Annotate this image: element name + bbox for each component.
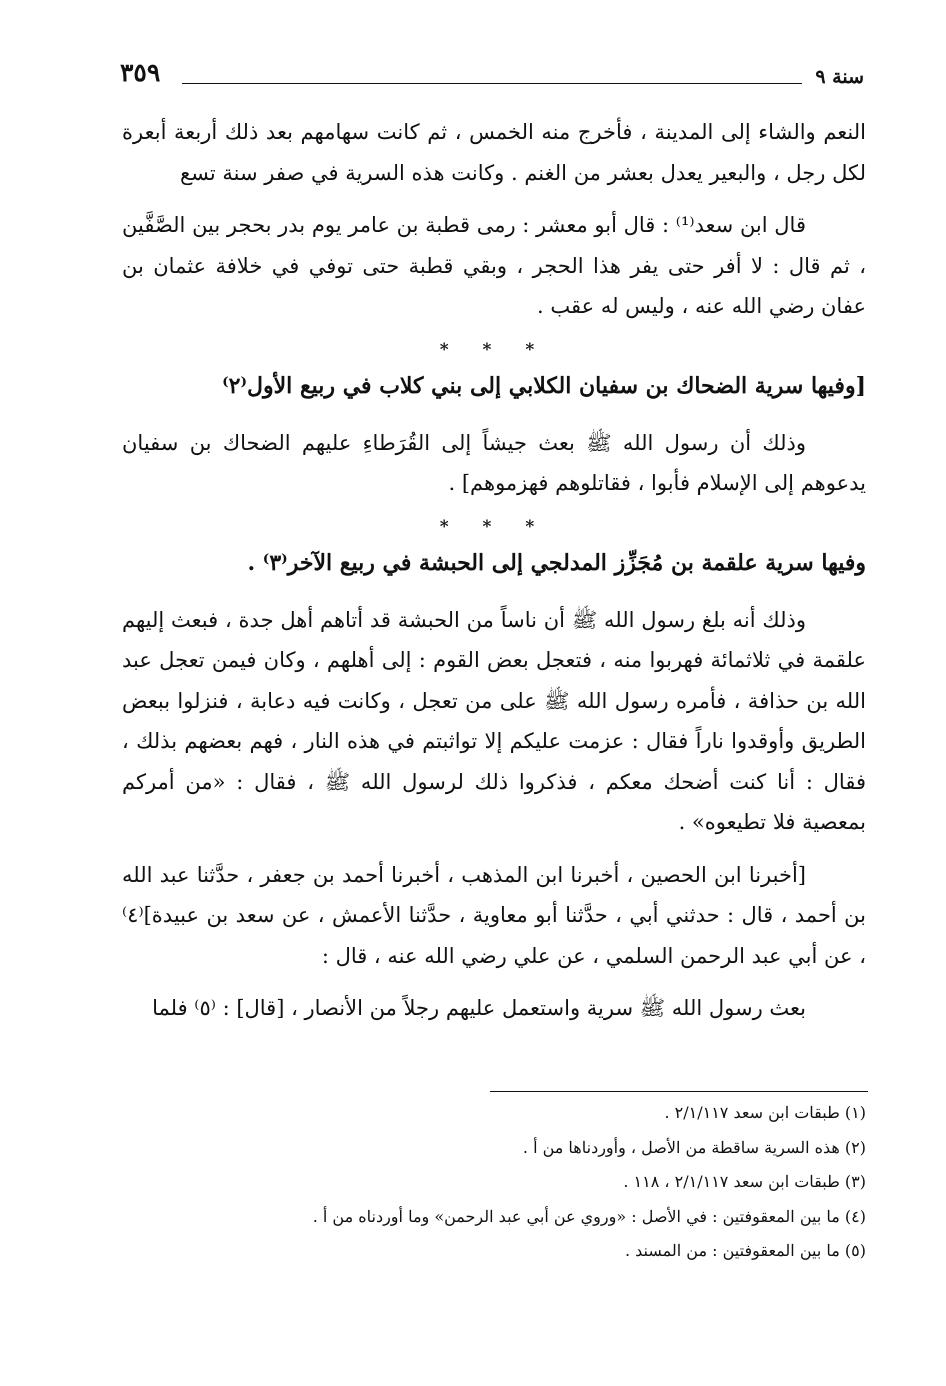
- body-paragraph: وذلك أن رسول الله ﷺ بعث جيشاً إلى القُرَطاءِ عليهم الضحاك بن سفيان يدعوهم إلى الإسلام فأبوا ، فقاتلوهم فهزموهم] .: [122, 430, 866, 495]
- body-paragraph: النعم والشاء إلى المدينة ، فأخرج منه الخمس ، ثم كانت سهامهم بعد ذلك أربعة أبعرة لكل رجل ، والبعير يعدل بعشر من الغنم . وكانت هذه السرية في صفر سنة تسع: [122, 120, 866, 185]
- running-head: سنة ٩: [815, 66, 864, 88]
- footnote-item: (٥) ما بين المعقوفتين : من المسند .: [624, 1241, 866, 1260]
- section-heading: [وفيها سرية الضحاك بن سفيان الكلابي إلى بني كلاب في ربيع الأول⁽٢⁾: [222, 372, 866, 399]
- footnote-item: (٣) طبقات ابن سعد ٢/١/١١٧ ، ١١٨ .: [623, 1172, 866, 1191]
- footnote-rule: [490, 1091, 868, 1092]
- section-separator: * * *: [439, 516, 549, 537]
- page-header: [120, 58, 864, 98]
- footnote-item: (١) طبقات ابن سعد ٢/١/١١٧ .: [664, 1103, 866, 1122]
- body-paragraph: وذلك أنه بلغ رسول الله ﷺ أن ناساً من الحبشة قد أتاهم أهل جدة ، فبعث إليهم علقمة في ثلاثمائة فهربوا منه ، فتعجل بعض القوم : إلى أهلهم ، وكان فيمن تعجل عبد الله بن حذافة ، فأمره رسول الله ﷺ على من تعجل ، وكانت فيه دعابة ، فنزلوا ببعض الطريق وأوقدوا ناراً فقال : عزمت عليكم إلا تواثبتم في هذه النار ، فهم بعضهم بذلك ، فقال : أنا كنت أضحك معكم ، فذكروا ذلك لرسول الله ﷺ ، فقال : «من أمركم بمعصية فلا تطيعوه» .: [122, 607, 866, 834]
- page-number: ٣٥٩: [120, 58, 161, 87]
- header-rule: [182, 83, 802, 84]
- footnotes: [226, 1096, 866, 1269]
- footnote-item: (٢) هذه السرية ساقطة من الأصل ، وأوردناها من أ .: [522, 1137, 866, 1157]
- body-paragraph: [أخبرنا ابن الحصين ، أخبرنا ابن المذهب ، أخبرنا أحمد بن جعفر ، حدَّثنا عبد الله بن أحمد ، قال : حدثني أبي ، حدَّثنا أبو معاوية ، حدَّثنا الأعمش ، عن سعد بن عبيدة]⁽٤⁾ ، عن أبي عبد الرحمن السلمي ، عن علي رضي الله عنه ، قال :: [122, 862, 866, 968]
- section-heading: وفيها سرية علقمة بن مُجَزِّز المدلجي إلى الحبشة في ربيع الآخر⁽٣⁾ .: [247, 549, 866, 576]
- section-separator: * * *: [439, 339, 549, 360]
- body-paragraph: قال ابن سعد⁽¹⁾ : قال أبو معشر : رمى قطبة بن عامر يوم بدر بحجر بين الصَّفَّين ، ثم قال : لا أفر حتى يفر هذا الحجر ، وبقي قطبة حتى توفي في خلافة عثمان بن عفان رضي الله عنه ، وليس له عقب .: [122, 213, 866, 318]
- footnote-item: (٤) ما بين المعقوفتين : في الأصل : «وروي عن أبي عبد الرحمن» وما أوردناه من أ .: [312, 1206, 866, 1226]
- body-paragraph: بعث رسول الله ﷺ سرية واستعمل عليهم رجلاً من الأنصار ، [قال] : ⁽٥⁾ فلما: [152, 996, 806, 1020]
- main-text: [122, 112, 866, 1041]
